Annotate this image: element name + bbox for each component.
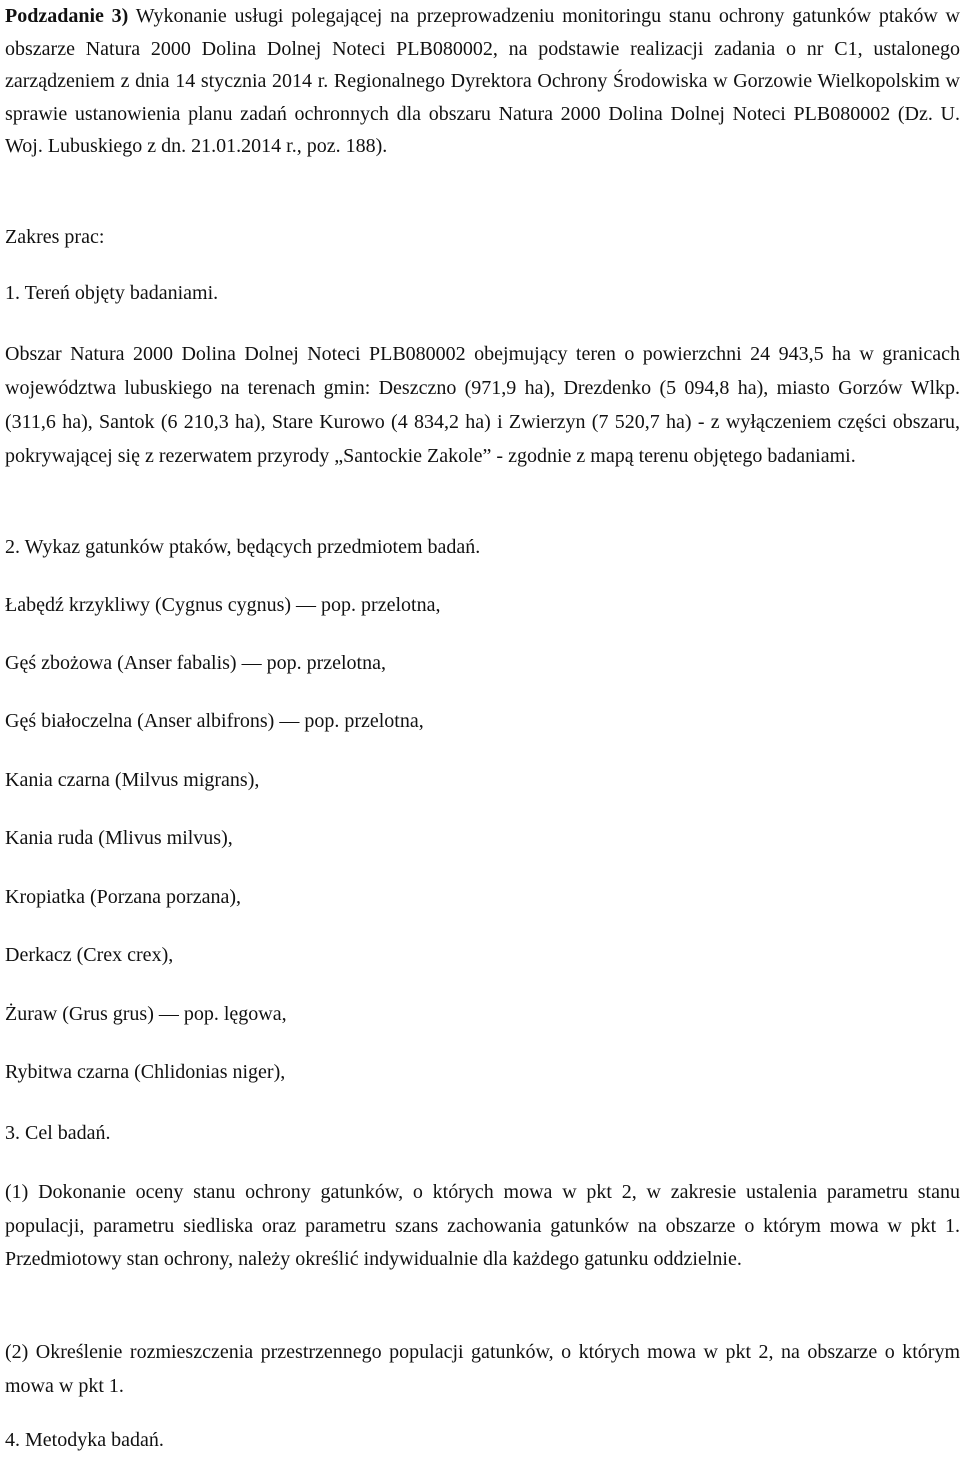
section-1-heading: 1. Tereń objęty badaniami. [5,282,219,304]
area-description: Obszar Natura 2000 Dolina Dolnej Noteci PLB080002 obejmujący teren o powierzchni 24 943,5 ha w granicach województwa lubuskiego na terenach gmin: Deszczno (971,9 ha), Drezdenko (5 094,8 ha), miasto Gorzów Wlkp. (311,6 ha), Santok (6 210,3 ha), Stare Kurowo (4 834,2 ha) i Zwierzyn (7 520,7 ha) - z wyłączeniem części obszaru, pokrywającej się z rezerwatem przyrody „Santockie Zakole” - zgodnie z mapą terenu objętego badaniami. [5,343,960,467]
intro-text: Wykonanie usługi polegającej na przeprowadzeniu monitoringu stanu ochrony gatunków ptaków w obszarze Natura 2000 Dolina Dolnej Noteci PLB080002, na podstawie realizacji zadania o nr C1, ustalonego zarządzeniem z dnia 14 stycznia 2014 r. Regionalnego Dyrektora Ochrony Środowiska w Gorzowie Wielkopolskim w sprawie ustanowienia planu zadań ochronnych dla obszaru Natura 2000 Dolina Dolnej Noteci PLB080002 (Dz. U. Woj. Lubuskiego z dn. 21.01.2014 r., poz. 188). [5,5,960,157]
goal-2-paragraph: (2) Określenie rozmieszczenia przestrzennego populacji gatunków, o których mowa w pkt 2, na obszarze o którym mowa w pkt 1. [5,1341,960,1397]
section-4-heading: 4. Metodyka badań. [5,1429,164,1451]
scope-label: Zakres prac: [5,226,105,248]
species-item: Łabędź krzykliwy (Cygnus cygnus) — pop. przelotna, [5,594,441,616]
intro-paragraph [5,0,960,163]
species-item: Żuraw (Grus grus) — pop. lęgowa, [5,1003,287,1025]
species-item: Kropiatka (Porzana porzana), [5,886,241,908]
species-item: Derkacz (Crex crex), [5,944,174,966]
species-item: Rybitwa czarna (Chlidonias niger), [5,1061,286,1083]
species-item: Gęś zbożowa (Anser fabalis) — pop. przelotna, [5,652,386,674]
species-item: Kania czarna (Milvus migrans), [5,769,260,791]
species-item: Gęś białoczelna (Anser albifrons) — pop. przelotna, [5,710,424,732]
goal-1-paragraph: (1) Dokonanie oceny stanu ochrony gatunków, o których mowa w pkt 2, w zakresie ustalenia parametru stanu populacji, parametru siedliska oraz parametru szans zachowania gatunków na obszarze o którym mowa w pkt 1. Przedmiotowy stan ochrony, należy określić indywidualnie dla każdego gatunku oddzielnie. [5,1181,960,1270]
species-item: Kania ruda (Mlivus milvus), [5,827,233,849]
section-3-heading: 3. Cel badań. [5,1122,111,1144]
section-2-heading: 2. Wykaz gatunków ptaków, będących przedmiotem badań. [5,536,481,558]
subtask-title: Podzadanie 3) [5,5,129,27]
